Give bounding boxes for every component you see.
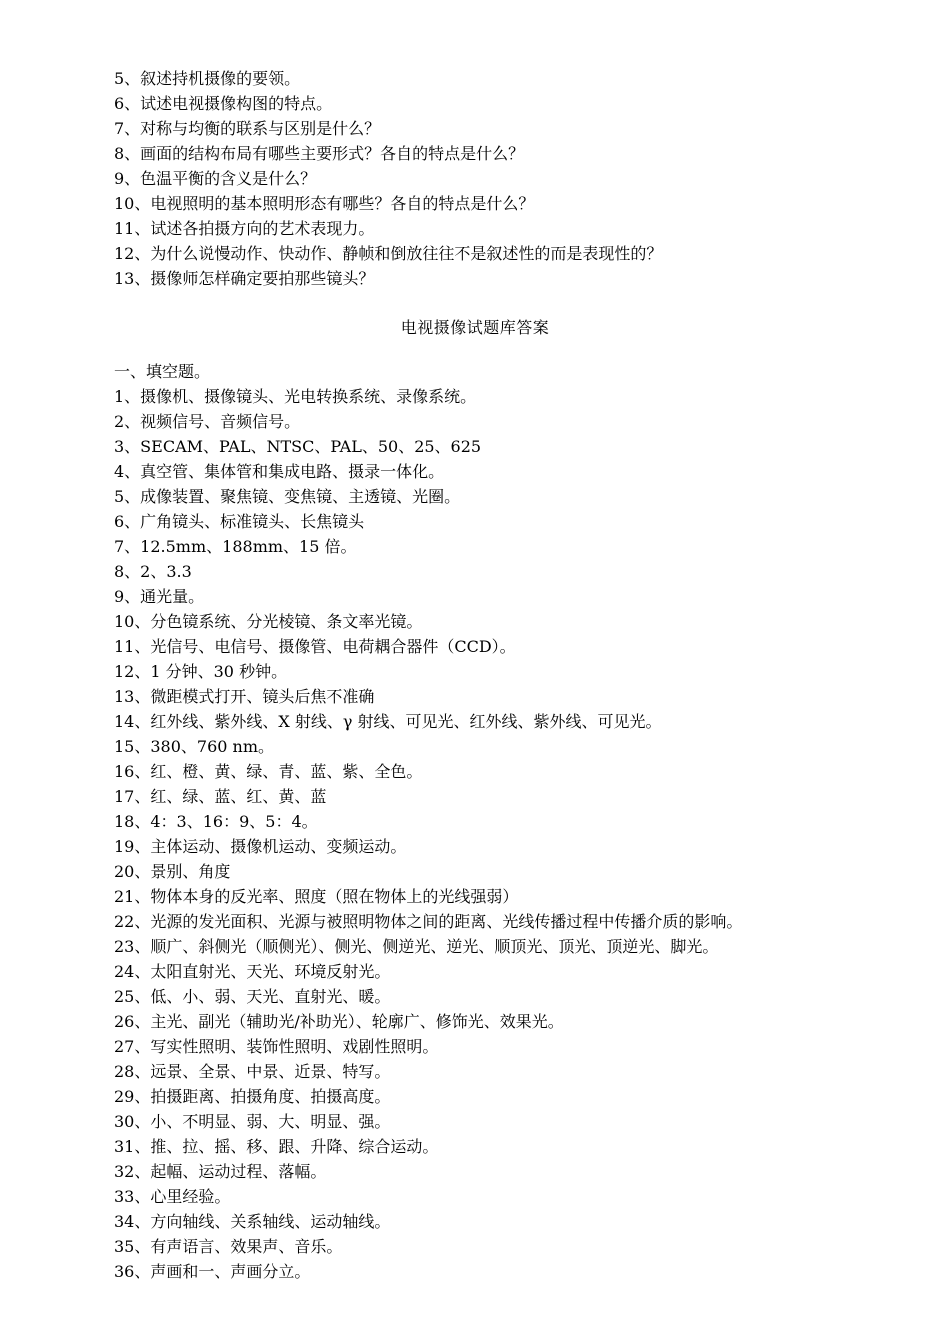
answer-item: 20、景别、角度 xyxy=(114,862,231,881)
answer-item: 9、通光量。 xyxy=(114,587,205,606)
question-item: 9、色温平衡的含义是什么？ xyxy=(114,169,317,188)
answer-item: 34、方向轴线、关系轴线、运动轴线。 xyxy=(114,1212,391,1231)
answer-item: 2、视频信号、音频信号。 xyxy=(114,412,301,431)
answer-item: 27、写实性照明、装饰性照明、戏剧性照明。 xyxy=(114,1037,439,1056)
answer-list xyxy=(114,359,914,1284)
answer-item: 19、主体运动、摄像机运动、变频运动。 xyxy=(114,837,407,856)
answer-item: 36、声画和一、声画分立。 xyxy=(114,1262,311,1281)
answer-item: 25、低、小、弱、天光、直射光、暖。 xyxy=(114,987,391,1006)
answer-item: 26、主光、副光（辅助光/补助光）、轮廓广、修饰光、效果光。 xyxy=(114,1012,564,1031)
answer-item: 21、物体本身的反光率、照度（照在物体上的光线强弱） xyxy=(114,887,519,906)
answer-item: 32、起幅、运动过程、落幅。 xyxy=(114,1162,327,1181)
answer-item: 30、小、不明显、弱、大、明显、强。 xyxy=(114,1112,391,1131)
answer-item: 16、红、橙、黄、绿、青、蓝、紫、全色。 xyxy=(114,762,423,781)
question-item: 7、对称与均衡的联系与区别是什么？ xyxy=(114,119,381,138)
answer-item: 6、广角镜头、标准镜头、长焦镜头 xyxy=(114,512,365,531)
section-heading: 一、填空题。 xyxy=(114,362,211,381)
question-item: 5、叙述持机摄像的要领。 xyxy=(114,69,301,88)
answer-item: 7、12.5mm、188mm、15 倍。 xyxy=(114,537,357,556)
question-item: 12、为什么说慢动作、快动作、静帧和倒放往往不是叙述性的而是表现性的？ xyxy=(114,244,663,263)
answer-item: 3、SECAM、PAL、NTSC、PAL、50、25、625 xyxy=(114,437,482,456)
answer-item: 15、380、760 nm。 xyxy=(114,737,275,756)
answer-item: 18、4：3、16：9、5：4。 xyxy=(114,812,318,831)
answer-item: 22、光源的发光面积、光源与被照明物体之间的距离、光线传播过程中传播介质的影响。 xyxy=(114,912,743,931)
answer-item: 4、真空管、集体管和集成电路、摄录一体化。 xyxy=(114,462,445,481)
answer-item: 12、1 分钟、30 秒钟。 xyxy=(114,662,288,681)
answer-item: 1、摄像机、摄像镜头、光电转换系统、录像系统。 xyxy=(114,387,477,406)
answer-item: 11、光信号、电信号、摄像管、电荷耦合器件（CCD）。 xyxy=(114,637,516,656)
question-item: 13、摄像师怎样确定要拍那些镜头？ xyxy=(114,269,375,288)
answer-item: 10、分色镜系统、分光棱镜、条文率光镜。 xyxy=(114,612,423,631)
answer-item: 35、有声语言、效果声、音乐。 xyxy=(114,1237,343,1256)
question-item: 11、试述各拍摄方向的艺术表现力。 xyxy=(114,219,375,238)
question-item: 6、试述电视摄像构图的特点。 xyxy=(114,94,333,113)
answer-item: 24、太阳直射光、天光、环境反射光。 xyxy=(114,962,391,981)
answer-item: 5、成像装置、聚焦镜、变焦镜、主透镜、光圈。 xyxy=(114,487,461,506)
answer-title: 电视摄像试题库答案 xyxy=(400,318,550,337)
answer-item: 14、红外线、紫外线、X 射线、γ 射线、可见光、红外线、紫外线、可见光。 xyxy=(114,712,662,731)
question-list xyxy=(114,66,914,291)
question-item: 10、电视照明的基本照明形态有哪些？各自的特点是什么？ xyxy=(114,194,535,213)
answer-item: 13、微距模式打开、镜头后焦不准确 xyxy=(114,687,375,706)
answer-item: 31、推、拉、摇、移、跟、升降、综合运动。 xyxy=(114,1137,439,1156)
answer-item: 33、心里经验。 xyxy=(114,1187,231,1206)
answer-item: 29、拍摄距离、拍摄角度、拍摄高度。 xyxy=(114,1087,391,1106)
answer-item: 8、2、3.3 xyxy=(114,562,192,581)
answer-item: 17、红、绿、蓝、红、黄、蓝 xyxy=(114,787,327,806)
answer-item: 28、远景、全景、中景、近景、特写。 xyxy=(114,1062,391,1081)
question-item: 8、画面的结构布局有哪些主要形式？各自的特点是什么？ xyxy=(114,144,525,163)
answer-item: 23、顺广、斜侧光（顺侧光）、侧光、侧逆光、逆光、顺顶光、顶光、顶逆光、脚光。 xyxy=(114,937,719,956)
